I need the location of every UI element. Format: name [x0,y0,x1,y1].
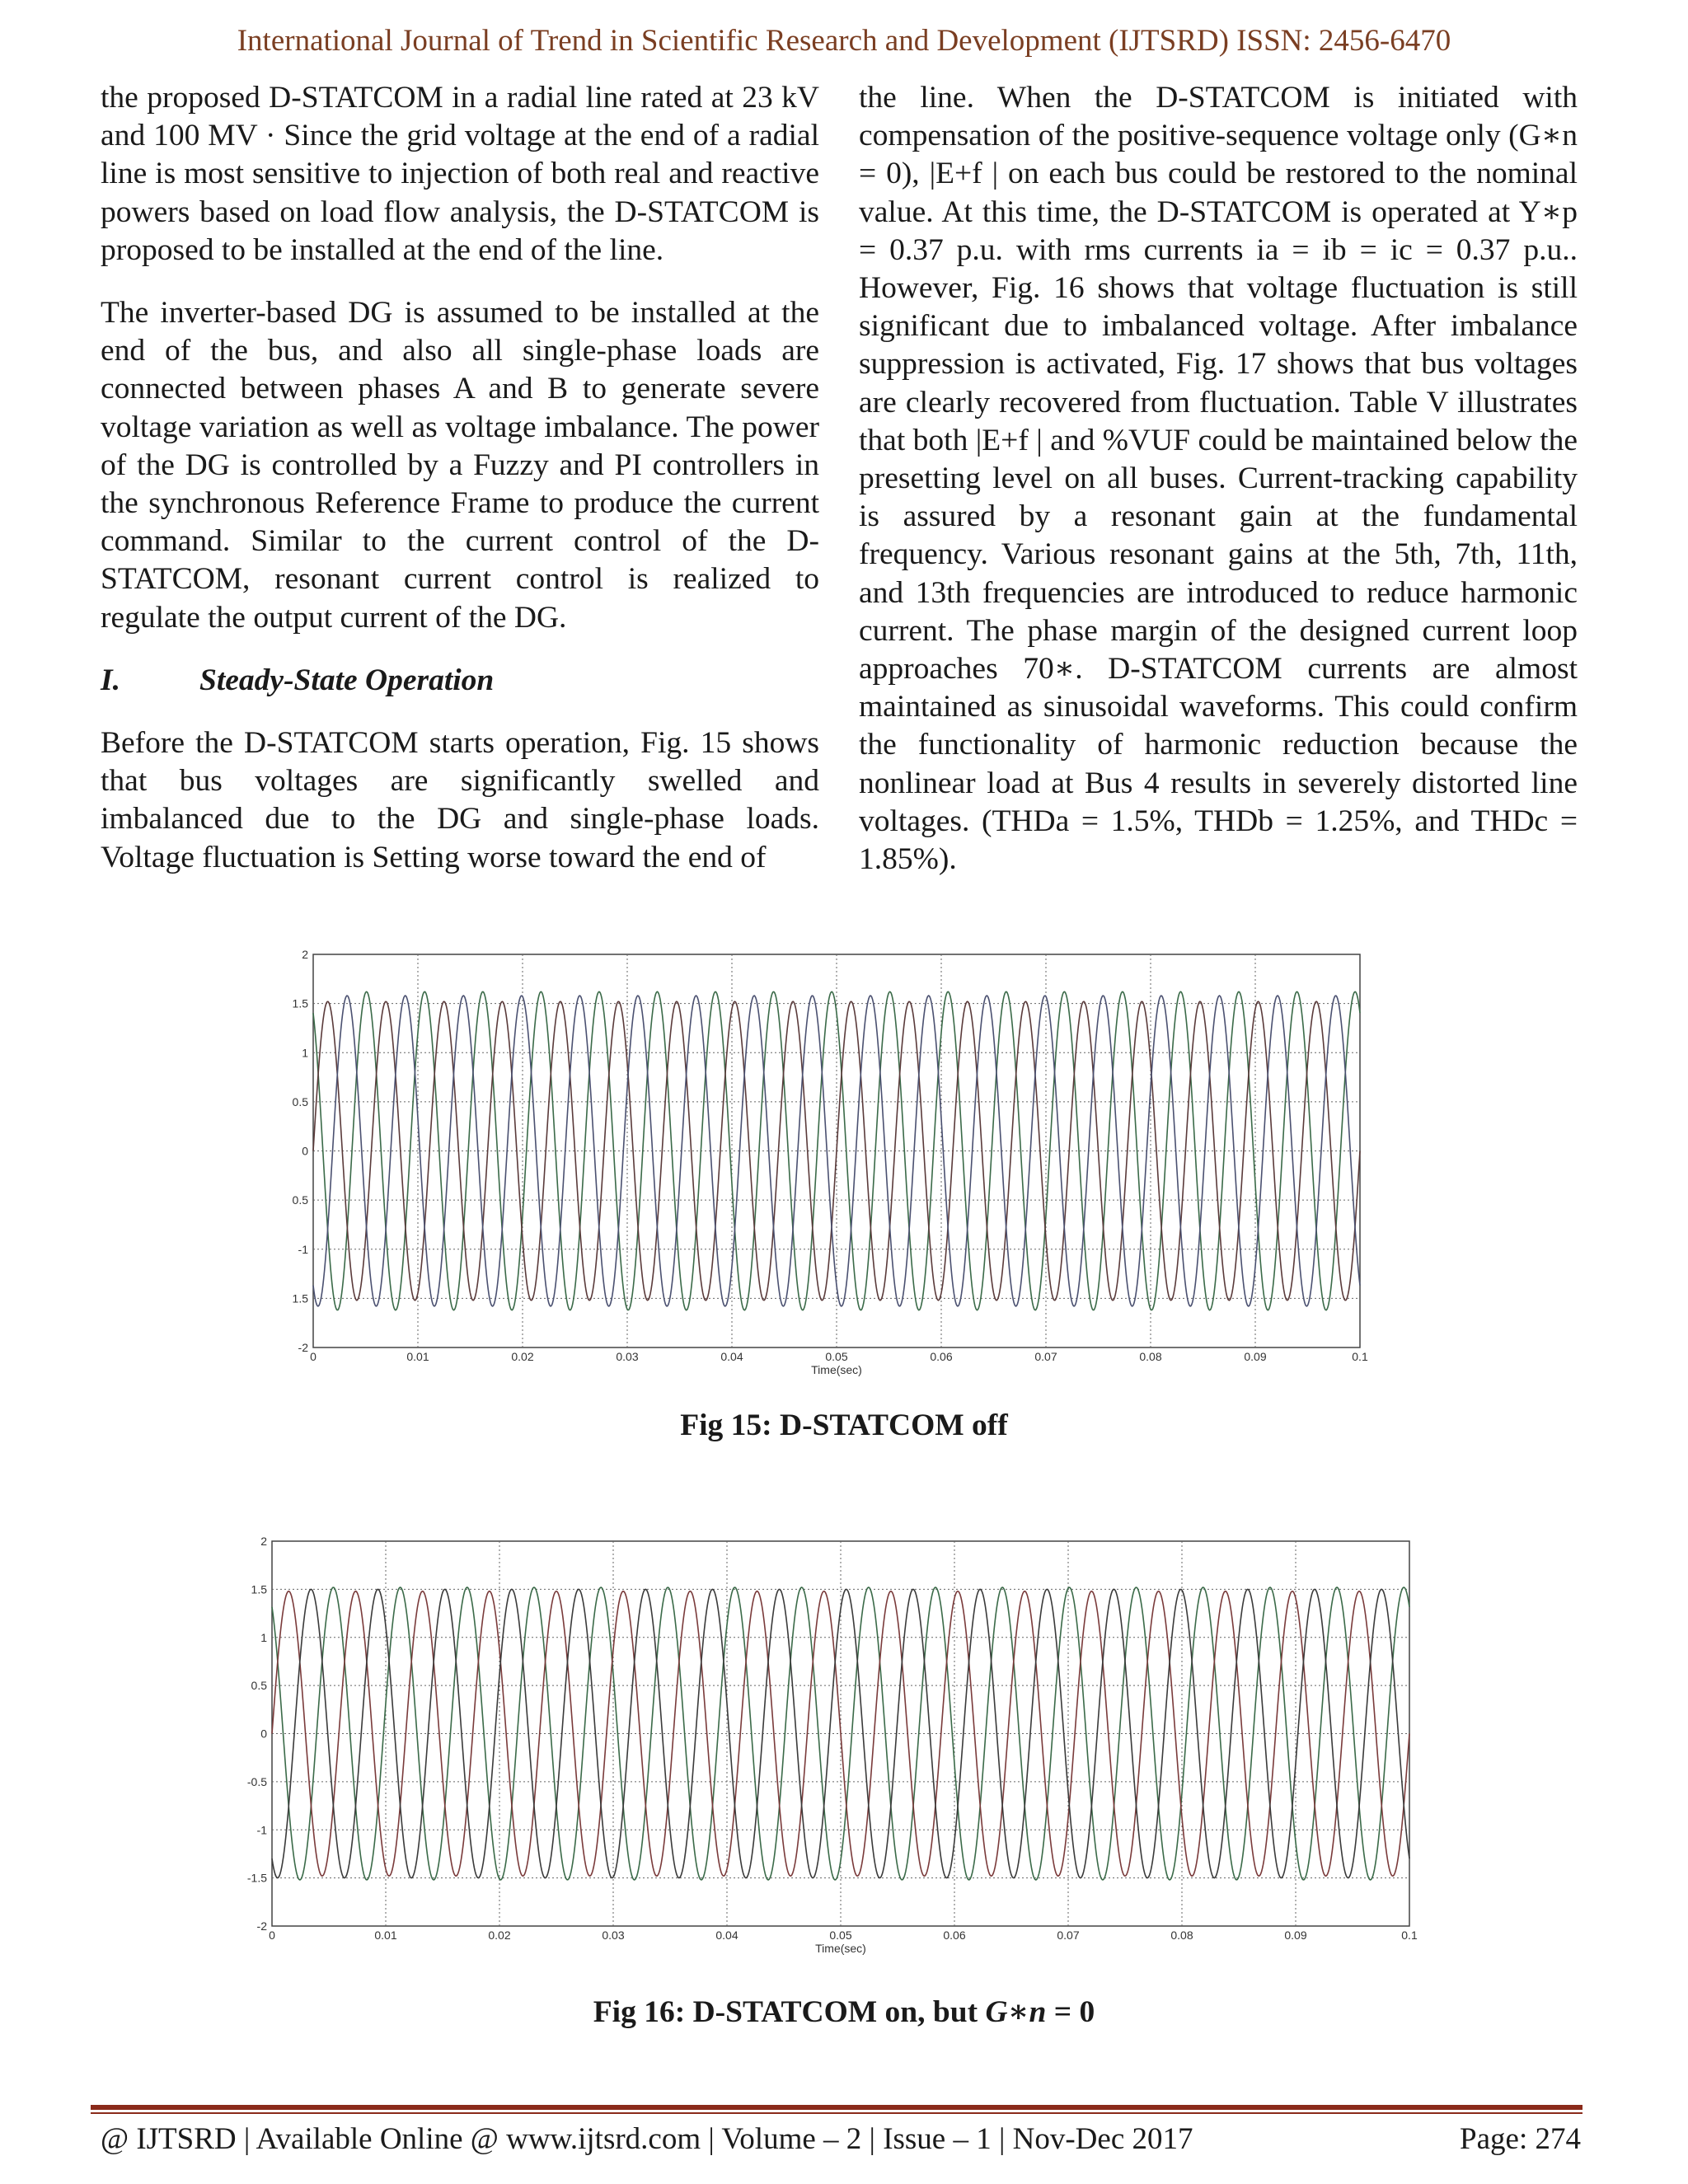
page-footer [101,2121,1581,2157]
x-tick-label: 0 [269,1929,275,1942]
y-tick-label: 0.5 [292,1094,308,1108]
y-tick-label: 1 [260,1630,267,1644]
paragraph: the line. When the D-STATCOM is initiated with compensation of the positive-sequence voltage only (G∗n = 0), |E+f | on each bus could be restored to the nominal value. At this time, the D-STATCOM is operated at Y∗p = 0.37 p.u. with rms currents ia = ib = ic = 0.37 p.u.. However, Fig. 16 shows that voltage fluctuation is still significant due to imbalanced voltage. After imbalance suppression is activated, Fig. 17 shows that bus voltages are clearly recovered from fluctuation. Table V illustrates that both |E+f | and %VUF could be maintained below the presetting level on all buses. Current-tracking capability is assured by a resonant gain at the fundamental frequency. Various resonant gains at the 5th, 7th, 11th, and 13th frequencies are introduced to reduce harmonic current. The phase margin of the designed current loop approaches 70∗. D-STATCOM currents are almost maintained as sinusoidal waveforms. This could confirm the functionality of harmonic reduction because the nonlinear load at Bus 4 results in severely distorted line voltages. (THDa = 1.5%, THDb = 1.25%, and THDc = 1.85%). [859,81,1578,877]
paragraph: the proposed D-STATCOM in a radial line rated at 23 kV and 100 MV · Since the grid voltage at the end of a radial line is most sensitive to injection of both real and reactive powers based on load flow analysis, the D-STATCOM is proposed to be installed at the end of the line. [101,81,819,267]
x-tick-label: 0.04 [720,1350,743,1363]
paragraph: Before the D-STATCOM starts operation, Fig. 15 shows that bus voltages are significantly swelled and imbalanced due to the DG and single-phase loads. Voltage fluctuation is Setting worse toward the end of [101,726,819,874]
caption-variable: G∗n [985,1995,1047,2029]
figure-16-caption [0,1993,1688,2030]
figure-16-chart [223,1535,1442,1963]
x-tick-label: 0.03 [616,1350,639,1363]
journal-header: International Journal of Trend in Scientific Research and Development (IJTSRD) ISSN: 2456-6470 [237,24,1451,58]
x-axis-label: Time(sec) [815,1942,866,1955]
section-number: I. [101,663,120,697]
x-tick-label: 0.06 [930,1350,953,1363]
y-tick-label: 1.5 [292,996,308,1010]
y-tick-label: 1.5 [251,1582,267,1596]
section-title: Steady-State Operation [199,663,495,697]
x-tick-label: 0.05 [825,1350,848,1363]
y-tick-label: 2 [260,1535,267,1548]
x-tick-label: 0.05 [829,1929,852,1942]
y-tick-label: 0.5 [292,1193,308,1207]
footer-info: @ IJTSRD | Available Online @ www.ijtsrd.com | Volume – 2 | Issue – 1 | Nov-Dec 2017 [101,2122,1193,2156]
caption-text: = 0 [1046,1995,1095,2029]
x-tick-label: 0.06 [943,1929,966,1942]
y-tick-label: -1.5 [246,1871,267,1885]
y-tick-label: 0 [260,1727,267,1741]
left-column [101,79,819,902]
x-axis-label: Time(sec) [811,1363,862,1376]
x-tick-label: 0.04 [715,1929,738,1942]
figure-15-chart [280,948,1385,1385]
right-column [859,79,1578,903]
x-tick-label: 0.02 [488,1929,511,1942]
footer-rule [91,2105,1582,2110]
x-tick-label: 0.1 [1401,1929,1418,1942]
figure-15-caption: Fig 15: D-STATCOM off [680,1408,1008,1442]
y-tick-label: -2 [256,1919,267,1933]
y-tick-label: 1.5 [292,1291,308,1305]
x-tick-label: 0.09 [1284,1929,1307,1942]
y-tick-label: 1 [302,1046,308,1060]
page-number: Page: 274 [1460,2122,1581,2156]
x-tick-label: 0.07 [1034,1350,1057,1363]
x-tick-label: 0 [310,1350,316,1363]
x-tick-label: 0.08 [1139,1350,1162,1363]
x-tick-label: 0.1 [1352,1350,1368,1363]
x-tick-label: 0.01 [374,1929,397,1942]
caption-text: Fig 16: D-STATCOM on, but [593,1995,986,2029]
x-tick-label: 0.09 [1244,1350,1267,1363]
x-tick-label: 0.07 [1057,1929,1080,1942]
footer-rule [91,2112,1582,2114]
section-heading [101,662,819,700]
x-tick-label: 0.03 [602,1929,625,1942]
paragraph: The inverter-based DG is assumed to be installed at the end of the bus, and also all single-phase loads are connected between phases A and B to generate severe voltage variation as well as voltage imbalance. The power of the DG is controlled by a Fuzzy and PI controllers in the synchronous Reference Frame to produce the current command. Similar to the current control of the D-STATCOM, resonant current control is realized to regulate the output current of the DG. [101,296,819,635]
fig16-plot [223,1535,1442,1963]
x-tick-label: 0.02 [511,1350,534,1363]
y-tick-label: 0 [302,1144,308,1158]
y-tick-label: 0.5 [251,1679,267,1693]
y-tick-label: -1 [256,1823,267,1837]
fig15-plot [280,948,1385,1385]
x-tick-label: 0.08 [1170,1929,1193,1942]
y-tick-label: -2 [298,1341,308,1354]
y-tick-label: 2 [302,948,308,961]
x-tick-label: 0.01 [406,1350,429,1363]
y-tick-label: -1 [298,1242,308,1256]
y-tick-label: -0.5 [246,1774,267,1788]
